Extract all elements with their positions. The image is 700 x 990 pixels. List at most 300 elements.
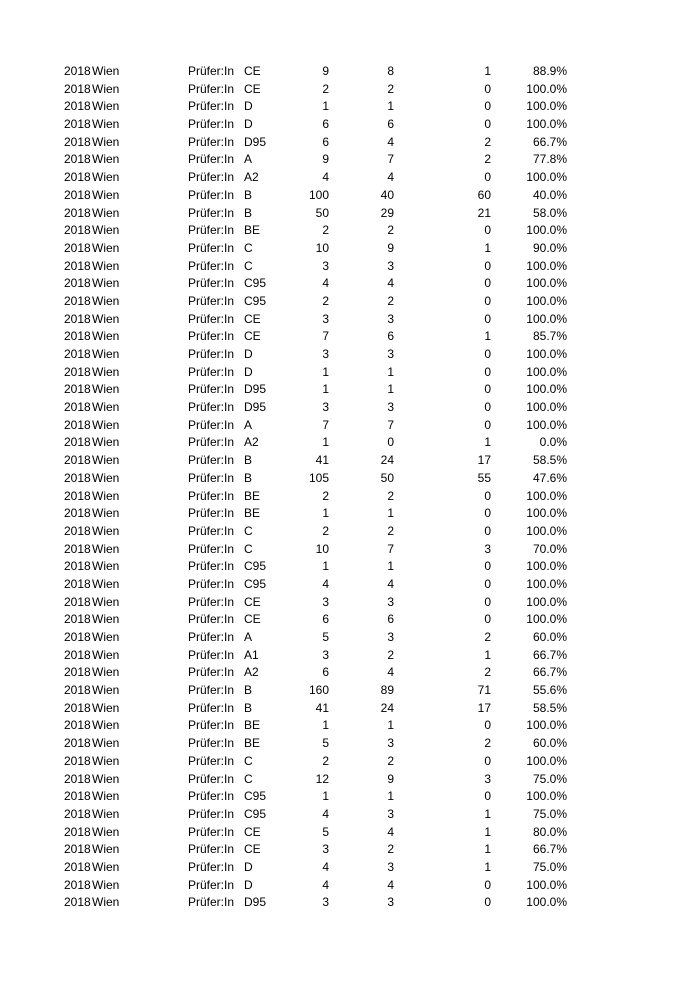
failed-count-cell: 3 [484, 541, 491, 556]
pass-rate-cell: 58.5% [532, 700, 567, 715]
license-class-cell: A1 [244, 647, 259, 662]
license-class-cell: CE [244, 612, 261, 627]
city-cell: Wien [92, 806, 120, 821]
license-class-cell: C95 [244, 789, 267, 804]
license-class-cell: C [244, 771, 253, 786]
year-cell: 2018 [64, 771, 91, 786]
pass-rate-cell: 100.0% [526, 258, 567, 273]
license-class-cell: B [244, 683, 253, 698]
year-cell: 2018 [64, 612, 91, 627]
failed-count-cell: 2 [484, 630, 491, 644]
passed-count-cell: 1 [387, 99, 394, 114]
role-cell: Prüfer:In [188, 205, 235, 220]
year-cell: 2018 [64, 523, 91, 538]
license-class-cell: CE [244, 824, 261, 839]
role-cell: Prüfer:In [188, 718, 235, 733]
total-count-cell: 50 [315, 205, 329, 220]
license-class-cell: CE [244, 842, 261, 857]
city-cell: Wien [92, 665, 120, 680]
total-count-cell: 2 [322, 753, 329, 768]
passed-count-cell: 1 [387, 382, 394, 397]
passed-count-cell: 3 [387, 400, 394, 415]
total-count-cell: 3 [322, 258, 329, 273]
failed-count-cell: 2 [484, 665, 491, 680]
role-cell: Prüfer:In [188, 665, 235, 680]
total-count-cell: 12 [315, 771, 329, 786]
year-cell: 2018 [64, 559, 91, 574]
passed-count-cell: 6 [387, 117, 394, 132]
total-count-cell: 3 [322, 647, 329, 662]
city-cell: Wien [92, 64, 120, 78]
role-cell: Prüfer:In [188, 417, 235, 432]
passed-count-cell: 3 [387, 594, 394, 609]
pass-rate-cell: 100.0% [526, 293, 567, 308]
failed-count-cell: 0 [484, 506, 491, 521]
role-cell: Prüfer:In [188, 630, 235, 644]
pass-rate-cell: 66.7% [532, 134, 567, 149]
year-cell: 2018 [64, 81, 91, 96]
pass-rate-cell: 58.5% [532, 453, 567, 468]
role-cell: Prüfer:In [188, 859, 235, 874]
table-row [0, 664, 700, 682]
passed-count-cell: 4 [387, 170, 394, 185]
pass-rate-cell: 66.7% [532, 842, 567, 857]
total-count-cell: 2 [322, 488, 329, 503]
table-row [0, 717, 700, 735]
city-cell: Wien [92, 488, 120, 503]
role-cell: Prüfer:In [188, 523, 235, 538]
license-class-cell: CE [244, 594, 261, 609]
passed-count-cell: 1 [387, 559, 394, 574]
total-count-cell: 1 [322, 506, 329, 521]
license-class-cell: BE [244, 506, 261, 521]
license-class-cell: A2 [244, 665, 259, 680]
total-count-cell: 4 [322, 576, 329, 591]
year-cell: 2018 [64, 753, 91, 768]
table-row [0, 81, 700, 99]
license-class-cell: D [244, 347, 253, 361]
role-cell: Prüfer:In [188, 559, 235, 574]
license-class-cell: C95 [244, 276, 267, 291]
passed-count-cell: 3 [387, 806, 394, 821]
total-count-cell: 2 [322, 293, 329, 308]
city-cell: Wien [92, 789, 120, 804]
table-row [0, 594, 700, 612]
failed-count-cell: 0 [484, 718, 491, 733]
passed-count-cell: 3 [387, 859, 394, 874]
pass-rate-cell: 66.7% [532, 665, 567, 680]
year-cell: 2018 [64, 347, 91, 361]
table-row [0, 116, 700, 134]
total-count-cell: 5 [322, 824, 329, 839]
failed-count-cell: 0 [484, 81, 491, 96]
license-class-cell: A2 [244, 435, 259, 450]
pass-rate-cell: 100.0% [526, 576, 567, 591]
city-cell: Wien [92, 753, 120, 768]
passed-count-cell: 1 [387, 364, 394, 379]
passed-count-cell: 1 [387, 506, 394, 521]
total-count-cell: 6 [322, 612, 329, 627]
total-count-cell: 4 [322, 859, 329, 874]
passed-count-cell: 3 [387, 258, 394, 273]
total-count-cell: 5 [322, 630, 329, 644]
passed-count-cell: 3 [387, 630, 394, 644]
total-count-cell: 3 [322, 400, 329, 415]
failed-count-cell: 0 [484, 276, 491, 291]
year-cell: 2018 [64, 683, 91, 698]
city-cell: Wien [92, 718, 120, 733]
year-cell: 2018 [64, 170, 91, 185]
city-cell: Wien [92, 311, 120, 326]
year-cell: 2018 [64, 364, 91, 379]
pass-rate-cell: 100.0% [526, 81, 567, 96]
city-cell: Wien [92, 842, 120, 857]
total-count-cell: 1 [322, 382, 329, 397]
city-cell: Wien [92, 205, 120, 220]
passed-count-cell: 8 [387, 64, 394, 78]
role-cell: Prüfer:In [188, 117, 235, 132]
failed-count-cell: 71 [477, 683, 491, 698]
year-cell: 2018 [64, 594, 91, 609]
year-cell: 2018 [64, 329, 91, 344]
table-row [0, 576, 700, 594]
passed-count-cell: 3 [387, 347, 394, 361]
failed-count-cell: 0 [484, 612, 491, 627]
license-class-cell: B [244, 187, 253, 202]
city-cell: Wien [92, 240, 120, 255]
role-cell: Prüfer:In [188, 364, 235, 379]
failed-count-cell: 0 [484, 99, 491, 114]
table-row [0, 275, 700, 293]
city-cell: Wien [92, 612, 120, 627]
year-cell: 2018 [64, 205, 91, 220]
failed-count-cell: 21 [477, 205, 491, 220]
table-row [0, 841, 700, 859]
year-cell: 2018 [64, 736, 91, 751]
pass-rate-cell: 90.0% [532, 240, 567, 255]
total-count-cell: 3 [322, 347, 329, 361]
year-cell: 2018 [64, 576, 91, 591]
total-count-cell: 9 [322, 152, 329, 167]
total-count-cell: 10 [315, 240, 329, 255]
role-cell: Prüfer:In [188, 470, 235, 485]
license-class-cell: BE [244, 718, 261, 733]
table-row [0, 788, 700, 806]
city-cell: Wien [92, 576, 120, 591]
pass-rate-cell: 88.9% [532, 64, 567, 78]
total-count-cell: 1 [322, 99, 329, 114]
city-cell: Wien [92, 506, 120, 521]
pass-rate-cell: 100.0% [526, 382, 567, 397]
table-row [0, 824, 700, 842]
passed-count-cell: 2 [387, 842, 394, 857]
license-class-cell: C [244, 258, 253, 273]
year-cell: 2018 [64, 453, 91, 468]
table-row [0, 806, 700, 824]
city-cell: Wien [92, 683, 120, 698]
passed-count-cell: 3 [387, 895, 394, 910]
role-cell: Prüfer:In [188, 134, 235, 149]
license-class-cell: B [244, 470, 253, 485]
year-cell: 2018 [64, 258, 91, 273]
role-cell: Prüfer:In [188, 647, 235, 662]
city-cell: Wien [92, 223, 120, 238]
total-count-cell: 3 [322, 311, 329, 326]
failed-count-cell: 1 [484, 806, 491, 821]
city-cell: Wien [92, 700, 120, 715]
pass-rate-cell: 77.8% [532, 152, 567, 167]
total-count-cell: 5 [322, 736, 329, 751]
failed-count-cell: 17 [477, 453, 491, 468]
license-class-cell: D [244, 364, 253, 379]
failed-count-cell: 0 [484, 258, 491, 273]
pass-rate-cell: 100.0% [526, 347, 567, 361]
city-cell: Wien [92, 435, 120, 450]
year-cell: 2018 [64, 117, 91, 132]
failed-count-cell: 0 [484, 117, 491, 132]
table-row [0, 381, 700, 399]
failed-count-cell: 0 [484, 895, 491, 910]
license-class-cell: C [244, 240, 253, 255]
passed-count-cell: 3 [387, 311, 394, 326]
table-row [0, 328, 700, 346]
year-cell: 2018 [64, 382, 91, 397]
passed-count-cell: 1 [387, 789, 394, 804]
total-count-cell: 41 [315, 700, 329, 715]
city-cell: Wien [92, 877, 120, 892]
license-class-cell: BE [244, 223, 261, 238]
license-class-cell: D95 [244, 895, 267, 910]
pass-rate-cell: 100.0% [526, 877, 567, 892]
city-cell: Wien [92, 736, 120, 751]
city-cell: Wien [92, 859, 120, 874]
role-cell: Prüfer:In [188, 240, 235, 255]
failed-count-cell: 1 [484, 435, 491, 450]
role-cell: Prüfer:In [188, 488, 235, 503]
table-row [0, 877, 700, 895]
role-cell: Prüfer:In [188, 435, 235, 450]
city-cell: Wien [92, 99, 120, 114]
total-count-cell: 2 [322, 81, 329, 96]
license-class-cell: C [244, 523, 253, 538]
table-row [0, 63, 700, 81]
table-row [0, 346, 700, 364]
license-class-cell: C95 [244, 576, 267, 591]
total-count-cell: 4 [322, 806, 329, 821]
pass-rate-cell: 100.0% [526, 718, 567, 733]
total-count-cell: 160 [308, 683, 329, 698]
total-count-cell: 4 [322, 276, 329, 291]
city-cell: Wien [92, 895, 120, 910]
pass-rate-cell: 100.0% [526, 594, 567, 609]
role-cell: Prüfer:In [188, 736, 235, 751]
total-count-cell: 3 [322, 842, 329, 857]
failed-count-cell: 0 [484, 400, 491, 415]
pass-rate-cell: 100.0% [526, 895, 567, 910]
city-cell: Wien [92, 347, 120, 361]
failed-count-cell: 1 [484, 824, 491, 839]
city-cell: Wien [92, 453, 120, 468]
table-row [0, 434, 700, 452]
passed-count-cell: 24 [380, 453, 394, 468]
table-row [0, 735, 700, 753]
pass-rate-cell: 100.0% [526, 488, 567, 503]
failed-count-cell: 1 [484, 329, 491, 344]
year-cell: 2018 [64, 541, 91, 556]
year-cell: 2018 [64, 240, 91, 255]
pass-rate-cell: 85.7% [532, 329, 567, 344]
pass-rate-cell: 100.0% [526, 99, 567, 114]
pass-rate-cell: 100.0% [526, 117, 567, 132]
city-cell: Wien [92, 382, 120, 397]
passed-count-cell: 50 [380, 470, 394, 485]
passed-count-cell: 7 [387, 417, 394, 432]
role-cell: Prüfer:In [188, 541, 235, 556]
role-cell: Prüfer:In [188, 81, 235, 96]
license-class-cell: D95 [244, 382, 267, 397]
license-class-cell: B [244, 453, 253, 468]
city-cell: Wien [92, 258, 120, 273]
year-cell: 2018 [64, 700, 91, 715]
failed-count-cell: 1 [484, 859, 491, 874]
table-row [0, 205, 700, 223]
pass-rate-cell: 100.0% [526, 223, 567, 238]
license-class-cell: D95 [244, 400, 267, 415]
failed-count-cell: 0 [484, 293, 491, 308]
failed-count-cell: 60 [477, 187, 491, 202]
failed-count-cell: 0 [484, 223, 491, 238]
passed-count-cell: 2 [387, 753, 394, 768]
role-cell: Prüfer:In [188, 152, 235, 167]
failed-count-cell: 0 [484, 594, 491, 609]
role-cell: Prüfer:In [188, 329, 235, 344]
city-cell: Wien [92, 81, 120, 96]
license-class-cell: CE [244, 311, 261, 326]
pass-rate-cell: 100.0% [526, 789, 567, 804]
year-cell: 2018 [64, 806, 91, 821]
failed-count-cell: 2 [484, 736, 491, 751]
year-cell: 2018 [64, 824, 91, 839]
role-cell: Prüfer:In [188, 700, 235, 715]
pass-rate-cell: 100.0% [526, 753, 567, 768]
passed-count-cell: 4 [387, 665, 394, 680]
failed-count-cell: 0 [484, 576, 491, 591]
year-cell: 2018 [64, 718, 91, 733]
pass-rate-cell: 58.0% [532, 205, 567, 220]
city-cell: Wien [92, 152, 120, 167]
total-count-cell: 2 [322, 523, 329, 538]
total-count-cell: 4 [322, 877, 329, 892]
table-row [0, 134, 700, 152]
table-row [0, 541, 700, 559]
failed-count-cell: 17 [477, 700, 491, 715]
year-cell: 2018 [64, 417, 91, 432]
pass-rate-cell: 75.0% [532, 806, 567, 821]
total-count-cell: 6 [322, 117, 329, 132]
failed-count-cell: 55 [477, 470, 491, 485]
failed-count-cell: 0 [484, 417, 491, 432]
table-row [0, 859, 700, 877]
year-cell: 2018 [64, 293, 91, 308]
license-class-cell: CE [244, 64, 261, 78]
role-cell: Prüfer:In [188, 877, 235, 892]
total-count-cell: 6 [322, 665, 329, 680]
year-cell: 2018 [64, 99, 91, 114]
passed-count-cell: 7 [387, 541, 394, 556]
failed-count-cell: 2 [484, 134, 491, 149]
table-row [0, 488, 700, 506]
table-row [0, 682, 700, 700]
year-cell: 2018 [64, 400, 91, 415]
role-cell: Prüfer:In [188, 453, 235, 468]
year-cell: 2018 [64, 311, 91, 326]
table-row [0, 258, 700, 276]
passed-count-cell: 1 [387, 718, 394, 733]
pass-rate-cell: 40.0% [532, 187, 567, 202]
table-row [0, 187, 700, 205]
passed-count-cell: 89 [380, 683, 394, 698]
year-cell: 2018 [64, 276, 91, 291]
total-count-cell: 105 [308, 470, 329, 485]
year-cell: 2018 [64, 64, 91, 78]
year-cell: 2018 [64, 630, 91, 644]
license-class-cell: A [244, 417, 253, 432]
pass-rate-cell: 60.0% [532, 630, 567, 644]
passed-count-cell: 9 [387, 771, 394, 786]
pass-rate-cell: 60.0% [532, 736, 567, 751]
pass-rate-cell: 100.0% [526, 400, 567, 415]
city-cell: Wien [92, 824, 120, 839]
table-row [0, 629, 700, 647]
pass-rate-cell: 66.7% [532, 647, 567, 662]
passed-count-cell: 6 [387, 329, 394, 344]
city-cell: Wien [92, 276, 120, 291]
license-class-cell: BE [244, 736, 261, 751]
pass-rate-cell: 55.6% [532, 683, 567, 698]
passed-count-cell: 4 [387, 877, 394, 892]
year-cell: 2018 [64, 488, 91, 503]
failed-count-cell: 0 [484, 523, 491, 538]
failed-count-cell: 3 [484, 771, 491, 786]
total-count-cell: 7 [322, 329, 329, 344]
table-row [0, 151, 700, 169]
role-cell: Prüfer:In [188, 64, 235, 78]
passed-count-cell: 9 [387, 240, 394, 255]
total-count-cell: 10 [315, 541, 329, 556]
table-row [0, 647, 700, 665]
total-count-cell: 4 [322, 170, 329, 185]
total-count-cell: 100 [308, 187, 329, 202]
year-cell: 2018 [64, 877, 91, 892]
failed-count-cell: 0 [484, 488, 491, 503]
year-cell: 2018 [64, 647, 91, 662]
failed-count-cell: 0 [484, 753, 491, 768]
table-row [0, 222, 700, 240]
role-cell: Prüfer:In [188, 382, 235, 397]
city-cell: Wien [92, 630, 120, 644]
role-cell: Prüfer:In [188, 753, 235, 768]
passed-count-cell: 6 [387, 612, 394, 627]
failed-count-cell: 0 [484, 364, 491, 379]
city-cell: Wien [92, 170, 120, 185]
total-count-cell: 3 [322, 895, 329, 910]
year-cell: 2018 [64, 152, 91, 167]
pass-rate-cell: 75.0% [532, 859, 567, 874]
failed-count-cell: 1 [484, 647, 491, 662]
role-cell: Prüfer:In [188, 789, 235, 804]
passed-count-cell: 4 [387, 576, 394, 591]
pass-rate-cell: 100.0% [526, 559, 567, 574]
